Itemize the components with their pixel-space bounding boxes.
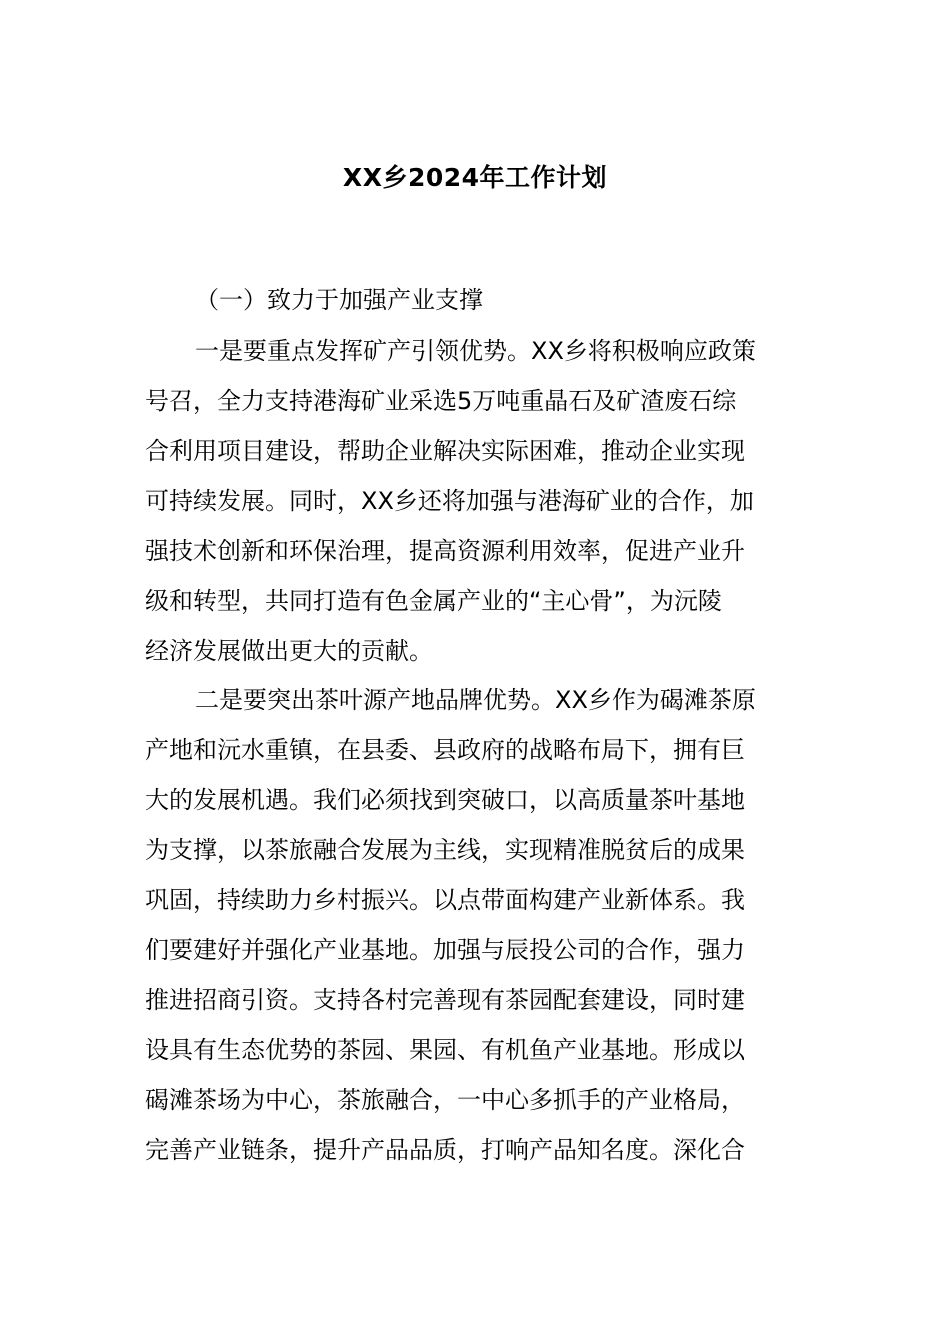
paragraph-line: 号召，全力支持港海矿业采选5万吨重晶石及矿渣废石综: [145, 387, 737, 415]
document-title: XX乡2024年工作计划: [342, 163, 608, 192]
paragraph-line: 碣滩茶场为中心，茶旅融合，一中心多抓手的产业格局，: [145, 1086, 745, 1114]
paragraph-line: 完善产业链条，提升产品品质，打响产品知名度。深化合: [145, 1136, 745, 1164]
section-heading: （一）致力于加强产业支撑: [195, 286, 483, 314]
paragraph-line: 二是要突出茶叶源产地品牌优势。XX乡作为碣滩茶原: [195, 686, 756, 714]
paragraph-line: 合利用项目建设，帮助企业解决实际困难，推动企业实现: [145, 437, 745, 465]
paragraph-line: 可持续发展。同时，XX乡还将加强与港海矿业的合作，加: [145, 487, 754, 515]
paragraph-line: 为支撑，以茶旅融合发展为主线，实现精准脱贫后的成果: [145, 836, 745, 864]
paragraph-line: 们要建好并强化产业基地。加强与辰投公司的合作，强力: [145, 936, 745, 964]
paragraph-line: 设具有生态优势的茶园、果园、有机鱼产业基地。形成以: [145, 1036, 745, 1064]
paragraph-line: 产地和沅水重镇，在县委、县政府的战略布局下，拥有巨: [145, 736, 745, 764]
paragraph-line: 推进招商引资。支持各村完善现有茶园配套建设，同时建: [145, 986, 745, 1014]
paragraph-line: 大的发展机遇。我们必须找到突破口，以高质量茶叶基地: [145, 786, 745, 814]
paragraph-line: 强技术创新和环保治理，提高资源利用效率，促进产业升: [145, 537, 745, 565]
paragraph-line: 巩固，持续助力乡村振兴。以点带面构建产业新体系。我: [145, 886, 745, 914]
paragraph-line: 经济发展做出更大的贡献。: [145, 637, 433, 665]
paragraph-line: 级和转型，共同打造有色金属产业的“主心骨”，为沅陵: [145, 587, 722, 615]
paragraph-line: 一是要重点发挥矿产引领优势。XX乡将积极响应政策: [195, 337, 756, 365]
